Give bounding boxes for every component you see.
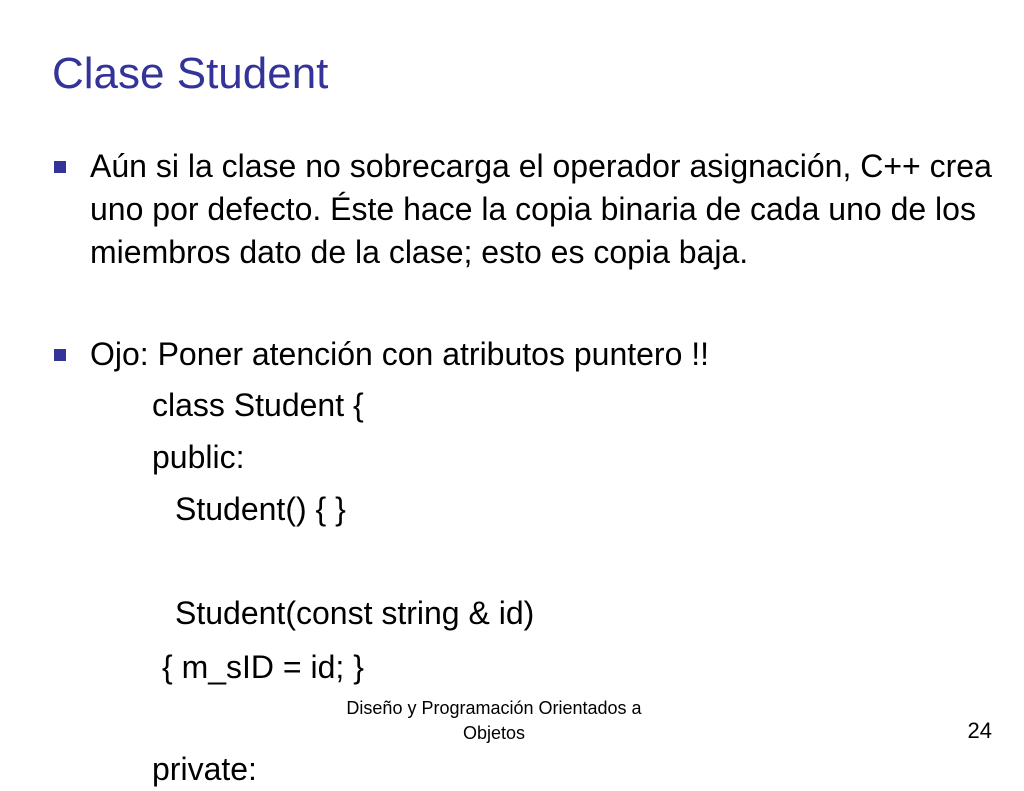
bullet-item-pointer-warning (90, 333, 1005, 376)
slide-title: Clase Student (52, 49, 329, 98)
footer-course-title-line-1: Diseño y Programación Orientados a (346, 698, 642, 718)
square-bullet-icon (54, 349, 66, 361)
bullet-text: Ojo: Poner atención con atributos puntero !! (90, 336, 710, 372)
square-bullet-icon (54, 161, 66, 173)
footer-course-title-line-2: Objetos (462, 723, 526, 743)
bullet-text: Aún si la clase no sobrecarga el operador asignación, C++ crea uno por defecto. Éste hace la copia binaria de cada uno de los miembros dato de la clase; esto es copia baja. (90, 148, 992, 270)
page-number: 24 (967, 718, 992, 743)
code-line-constructor-body: { m_sID = id; } (162, 649, 364, 685)
code-line-private: private: (152, 751, 257, 787)
code-line-default-constructor: Student() { } (175, 491, 346, 527)
code-line-public: public: (152, 439, 245, 475)
slide-footer (288, 696, 700, 746)
code-line-class-declaration: class Student { (152, 387, 364, 423)
code-line-id-constructor: Student(const string & id) (175, 595, 535, 631)
bullet-item-default-assignment (90, 145, 1005, 274)
